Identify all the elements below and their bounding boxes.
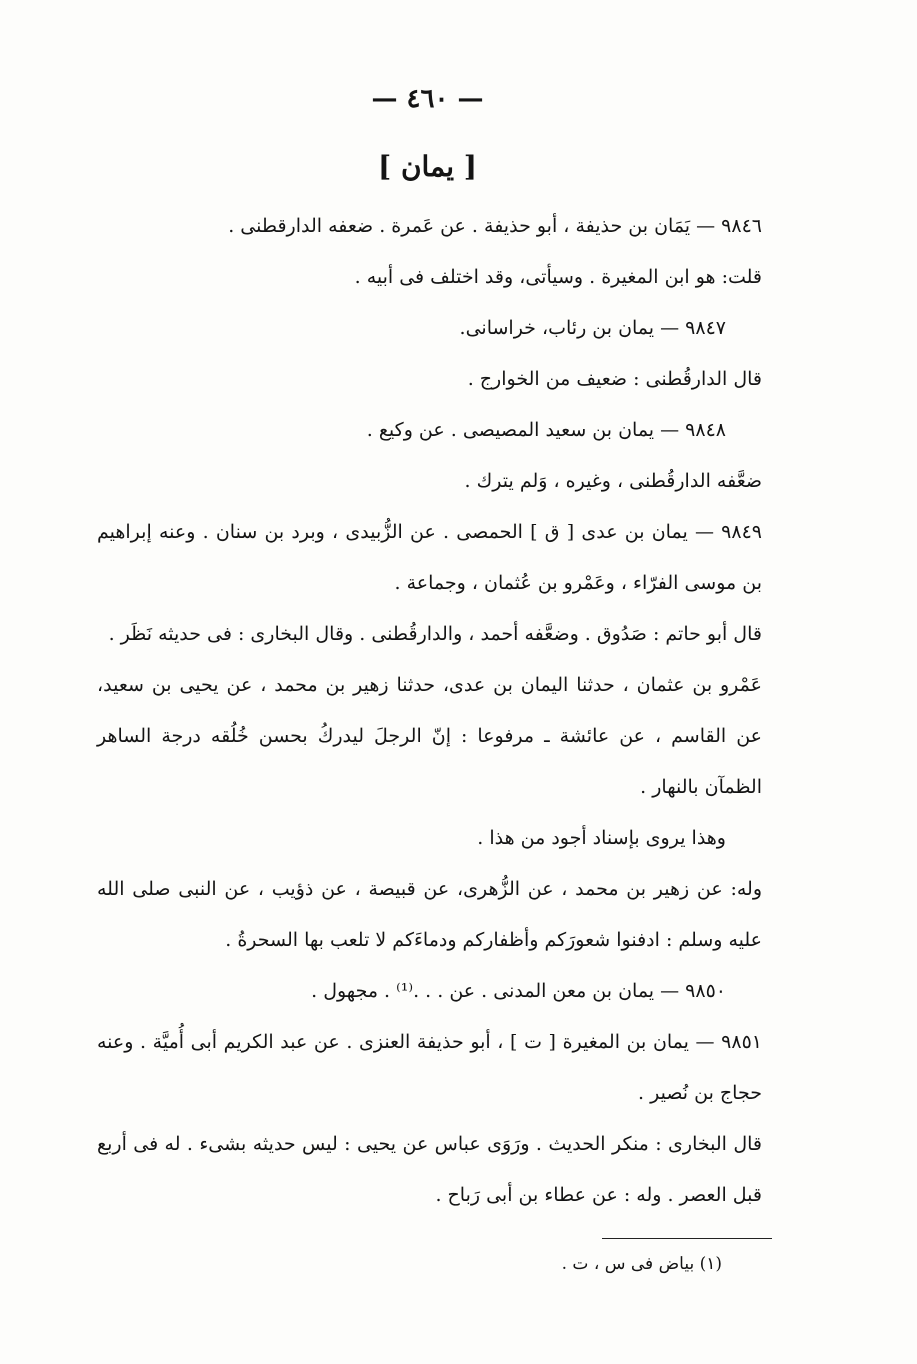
paragraph-hadith: وله: عن زهير بن محمد ، عن الزُّهرى، عن قبيصة ، عن ذؤيب ، عن النبى صلى الله عليه وسلم : ادفنوا شعورَكم وأظفاركم ودماءَكم لا تلعب بها السحرةُ . — [97, 878, 762, 951]
paragraph-entry-9849: ٩٨٤٩ — يمان بن عدى [ ق ] الحمصى . عن الزُّبيدى ، وبرد بن سنان . وعنه إبراهيم بن موسى الفرّاء ، وعَمْرو بن عُثمان ، وجماعة . — [97, 521, 762, 594]
main-text — [97, 201, 762, 1221]
paragraph-entry-9851: ٩٨٥١ — يمان بن المغيرة [ ت ] ، أبو حذيفة العنزى . عن عبد الكريم أبى أُميَّة . وعنه حجاج بن نُصير . — [97, 1031, 762, 1104]
paragraph-comment: ضعَّفه الدارقُطنى ، وغيره ، وَلم يترك . — [464, 470, 762, 492]
page-number: — ٤٦٠ — — [371, 84, 484, 114]
paragraph-entry-9846: ٩٨٤٦ — يَمَان بن حذيفة ، أبو حذيفة . عن عَمرة . ضعفه الدارقطنى . — [228, 215, 762, 237]
paragraph-entry-9848: ٩٨٤٨ — يمان بن سعيد المصيصى . عن وكيع . — [366, 419, 726, 441]
paragraph-hadith: عَمْرو بن عثمان ، حدثنا اليمان بن عدى، حدثنا زهير بن محمد ، عن يحيى بن سعيد، عن القاسم ، عن عائشة ـ مرفوعا : إنّ الرجلَ ليدركُ بحسن خُلُقه درجة الساهر الظمآن بالنهار . — [97, 674, 762, 798]
paragraph-comment: قلت: هو ابن المغيرة . وسيأتى، وقد اختلف فى أبيه . — [354, 266, 762, 288]
paragraph-comment: قال أبو حاتم : صَدُوق . وضعَّفه أحمد ، والدارقُطنى . وقال البخارى : فى حديثه نَظَر . — [108, 623, 762, 645]
paragraph-comment: قال الدارقُطنى : ضعيف من الخوارج . — [467, 368, 762, 390]
footnote: (١) بياض فى س ، ت . — [561, 1254, 722, 1274]
paragraph-entry-9847: ٩٨٤٧ — يمان بن رئاب، خراسانى. — [459, 317, 726, 339]
footnote-divider — [602, 1238, 772, 1239]
paragraph-comment: وهذا يروى بإسناد أجود من هذا . — [477, 827, 726, 849]
paragraph-comment: قال البخارى : منكر الحديث . ورَوَى عباس عن يحيى : ليس حديثه بشىء . له فى أربع قبل العصر . وله : عن عطاء بن أبى رَباح . — [97, 1133, 762, 1206]
paragraph-entry-9850: ٩٨٥٠ — يمان بن معن المدنى . عن . . .⁽¹⁾ . مجهول . — [311, 980, 726, 1002]
section-title: [ يمان ] — [377, 150, 478, 183]
